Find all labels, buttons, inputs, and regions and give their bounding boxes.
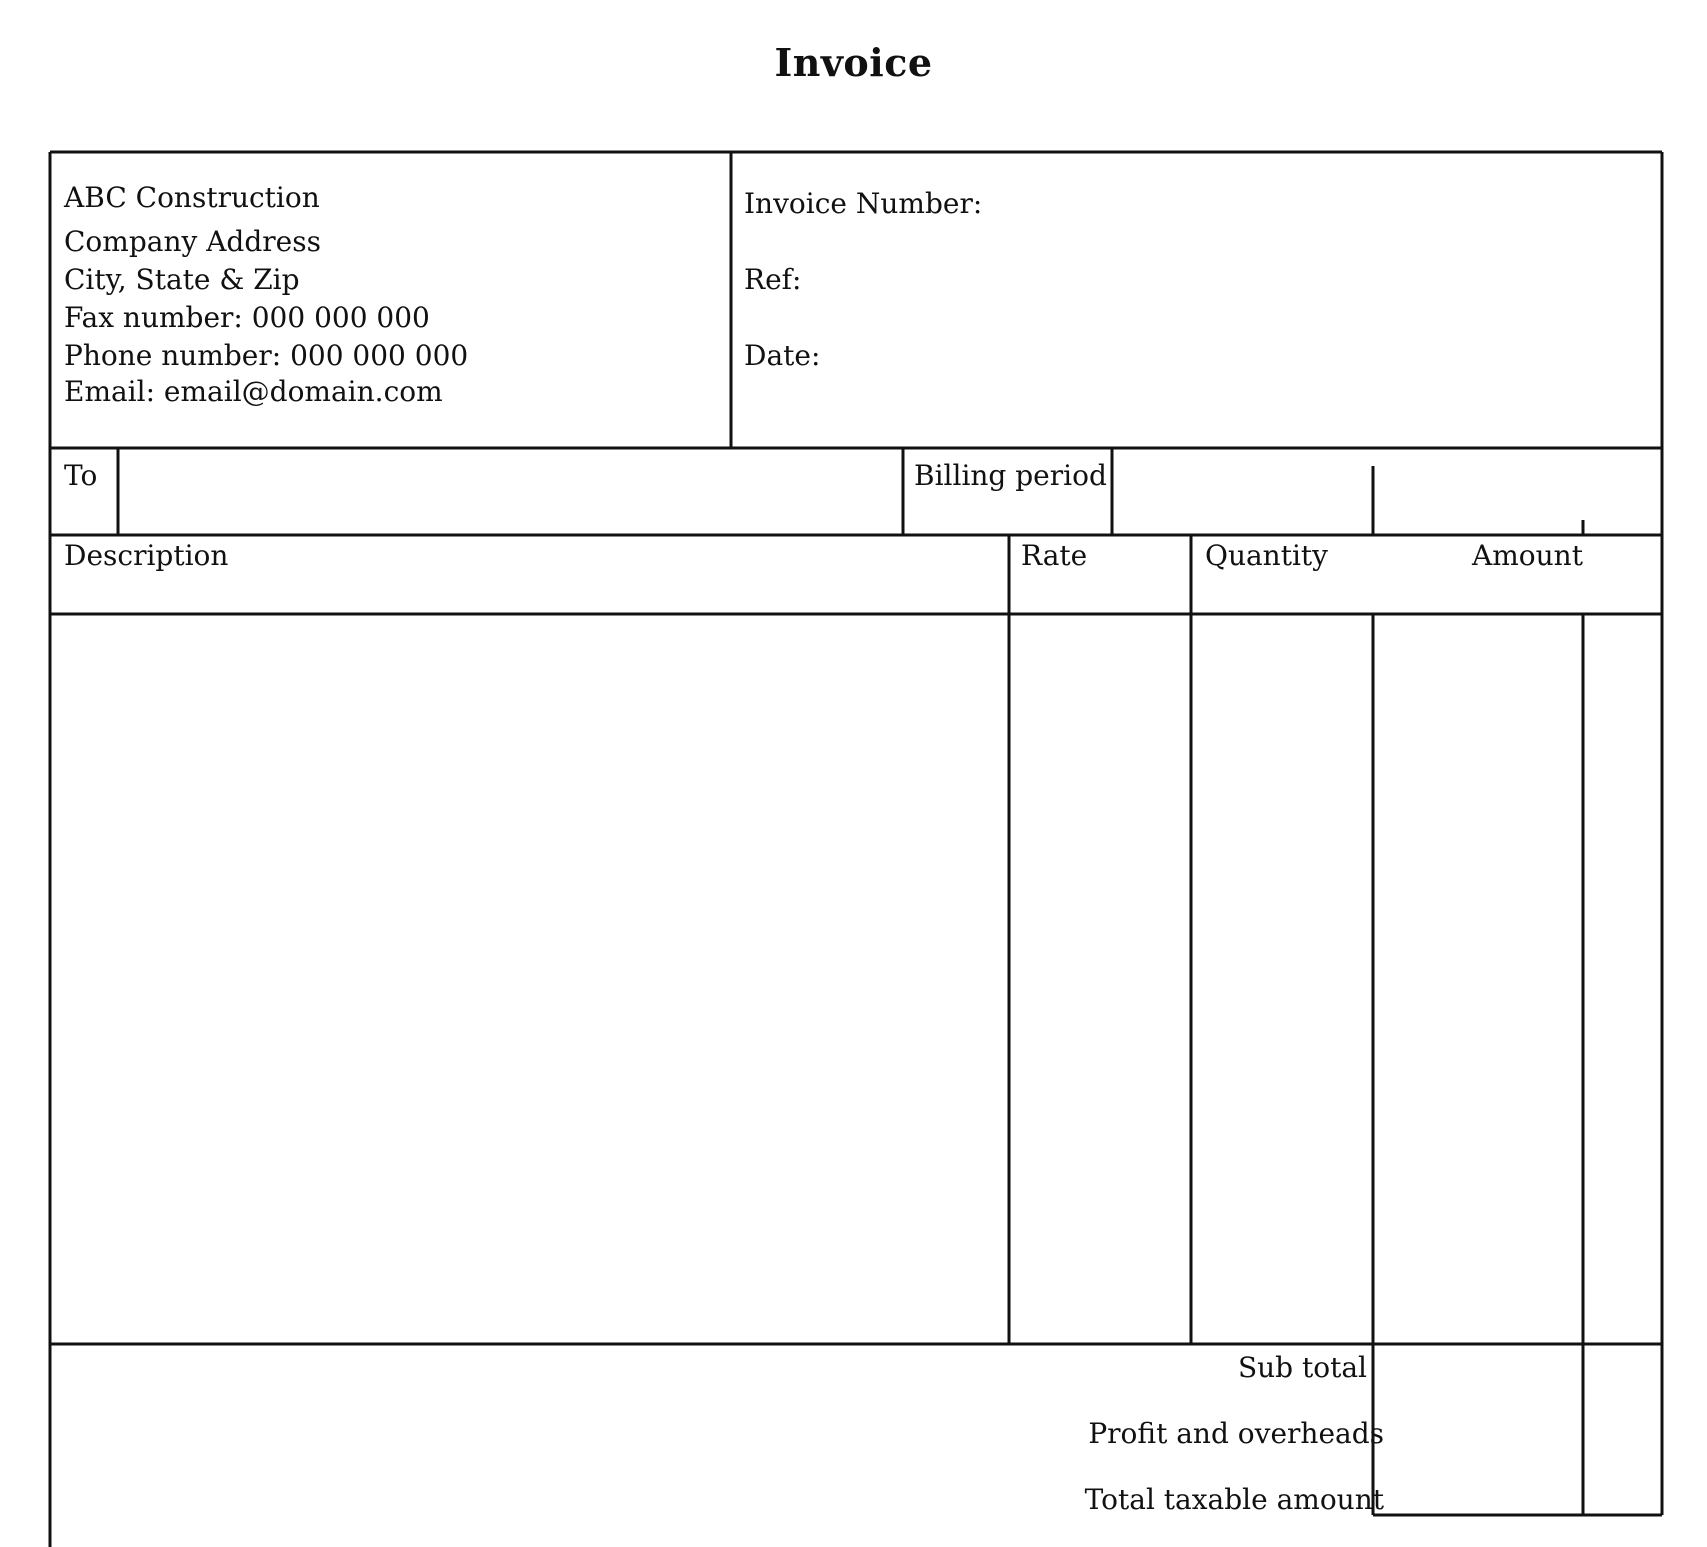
column-header-description: Description <box>64 539 229 572</box>
date-label: Date: <box>744 339 821 372</box>
column-header-quantity: Quantity <box>1205 539 1328 572</box>
profit-overheads-label: Profit and overheads <box>1088 1417 1384 1450</box>
billing-period-label: Billing period <box>914 459 1107 492</box>
ref-label: Ref: <box>744 263 802 296</box>
company-fax: Fax number: 000 000 000 <box>64 301 430 334</box>
subtotal-label: Sub total <box>1237 1351 1367 1384</box>
company-city-state-zip: City, State & Zip <box>64 263 300 296</box>
invoice-number-label: Invoice Number: <box>744 187 983 220</box>
company-phone: Phone number: 000 000 000 <box>64 339 469 372</box>
column-header-amount: Amount <box>1472 539 1583 572</box>
to-label: To <box>64 459 98 492</box>
company-email: Email: email@domain.com <box>64 375 443 408</box>
column-header-rate: Rate <box>1021 539 1088 572</box>
company-name: ABC Construction <box>64 181 320 214</box>
invoice-title: Invoice <box>774 40 933 85</box>
company-address: Company Address <box>64 225 321 258</box>
total-taxable-label: Total taxable amount <box>1084 1483 1384 1516</box>
